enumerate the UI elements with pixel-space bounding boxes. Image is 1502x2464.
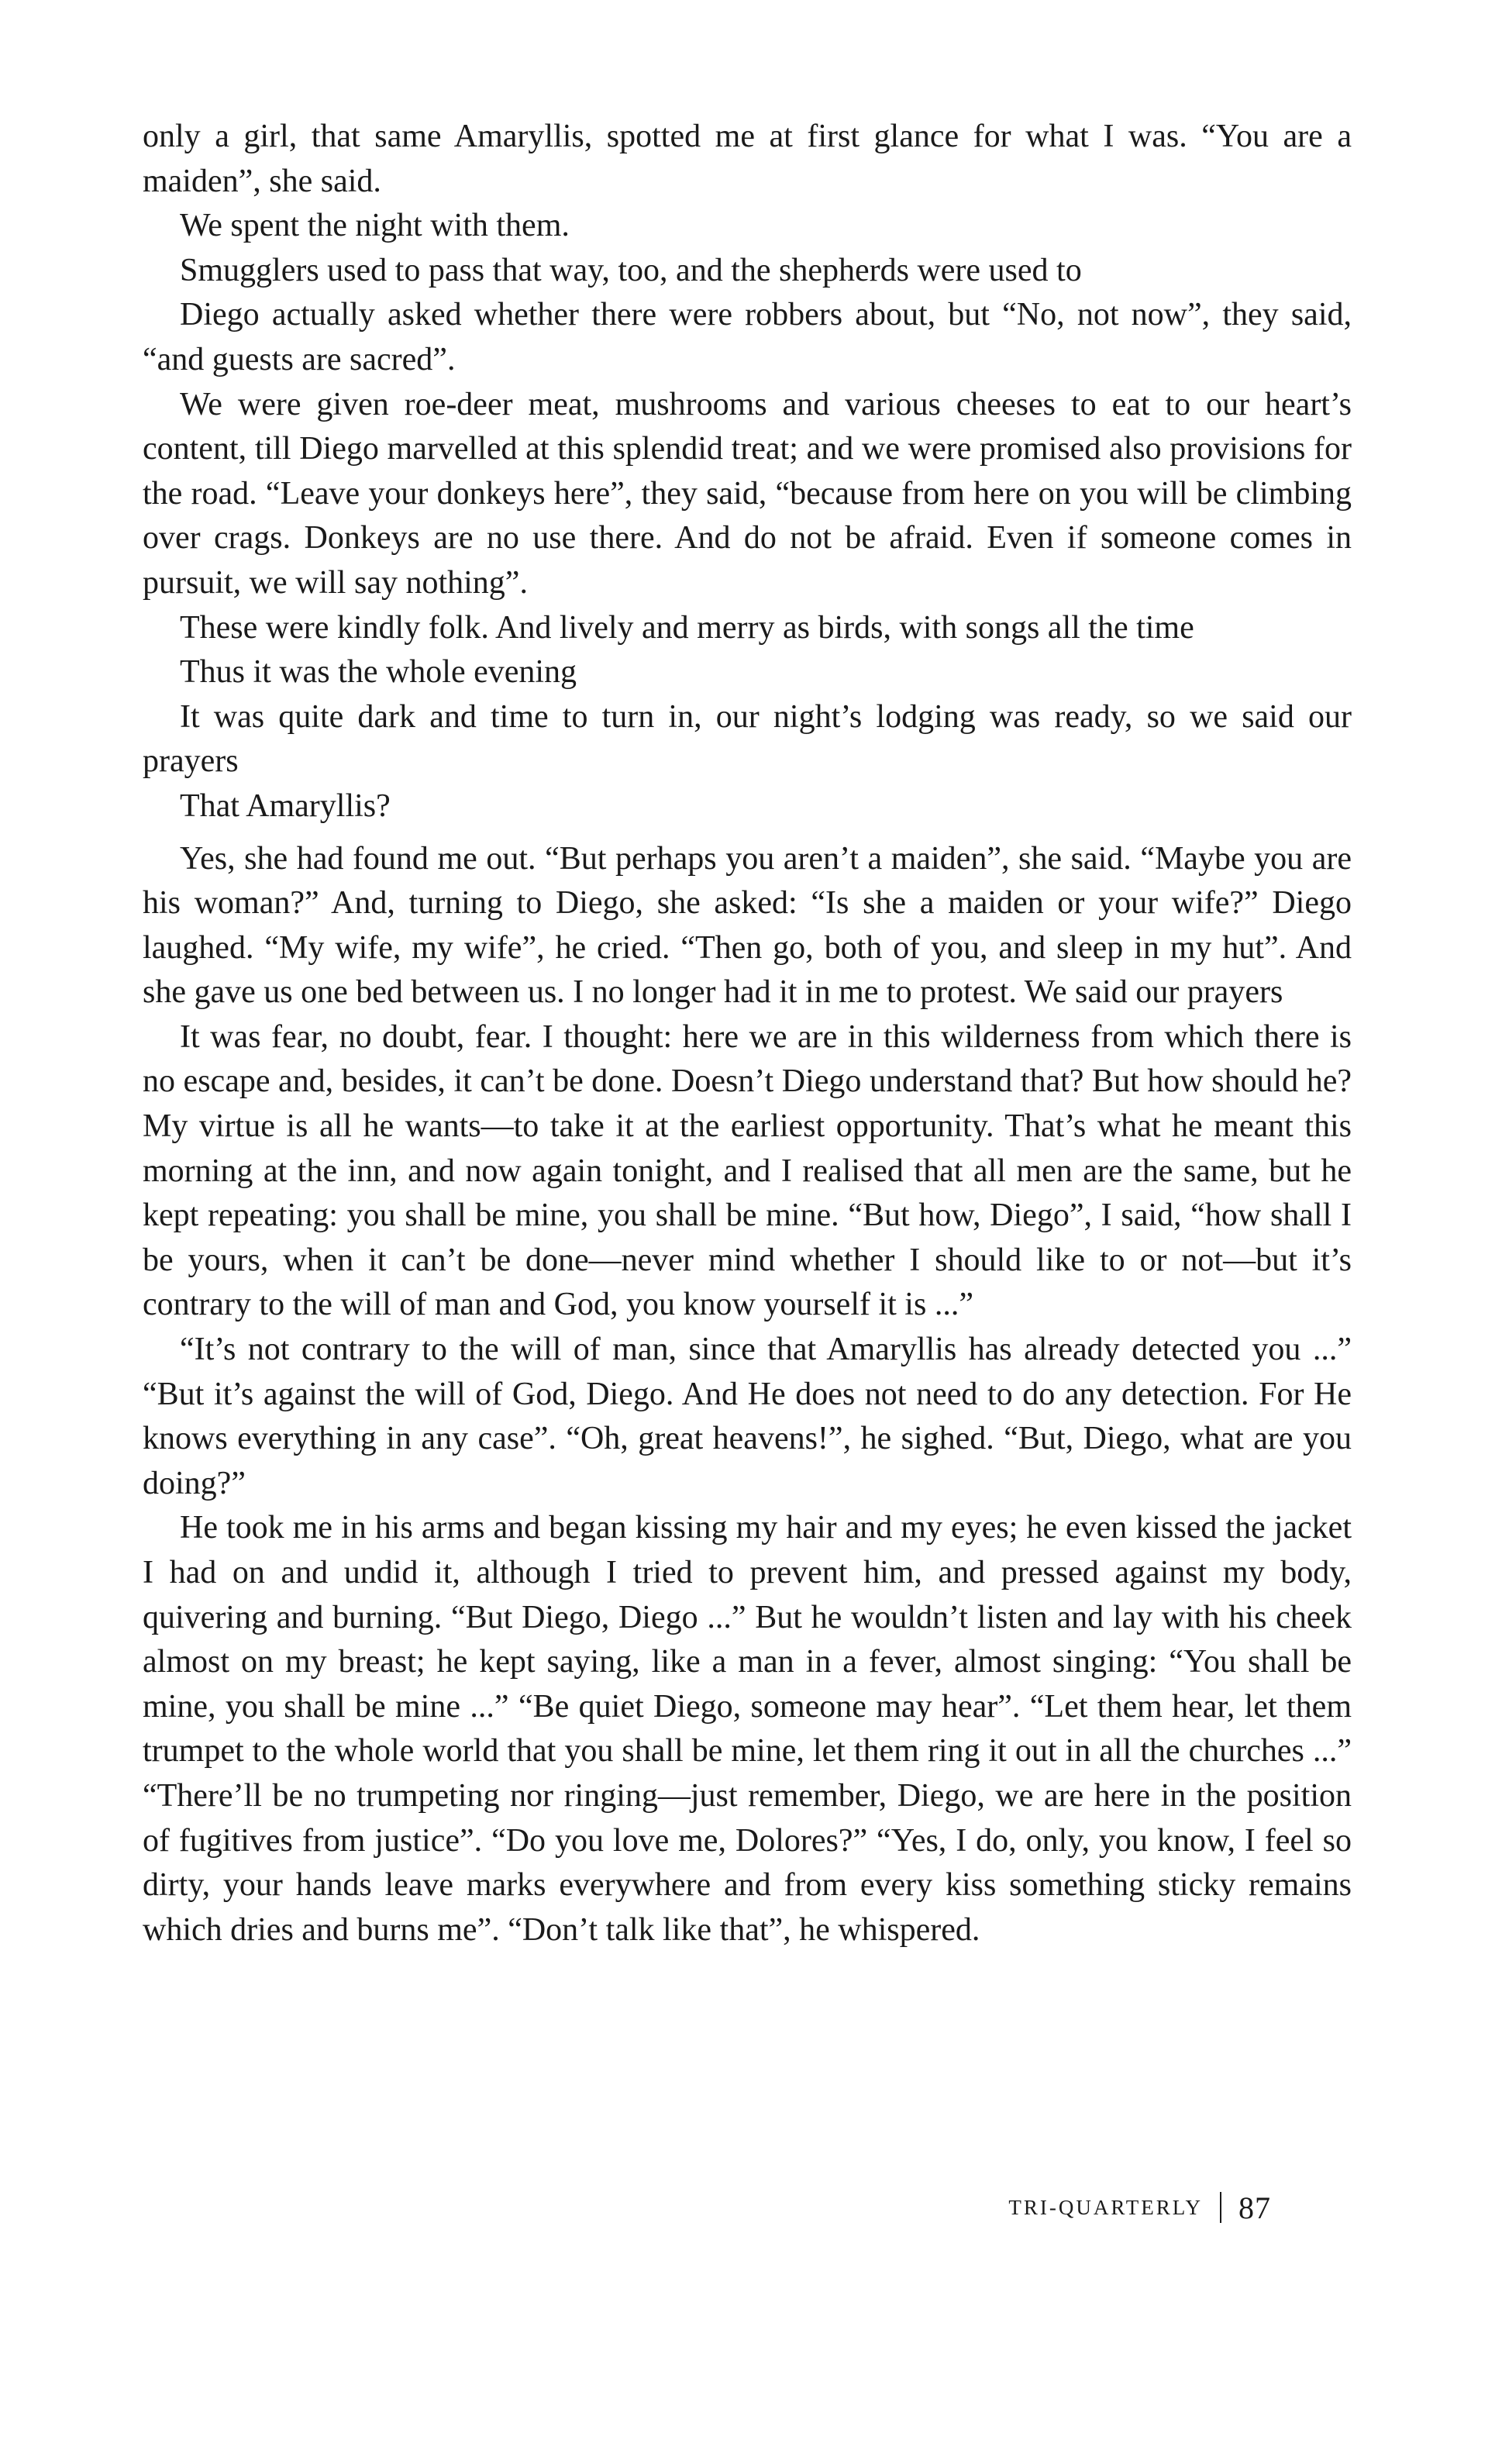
paragraph-5: We were given roe-deer meat, mushrooms and various cheeses to eat to our heart’s content, till Diego marvelled at this splendid treat; and we were promised also provisions for the road. “Leave your donkeys here”, they said, “because from here on you will be climbing over crags. Donkeys are no use there. And do not be afraid. Even if someone comes in pursuit, we will say nothing”. [143,386,1352,601]
paragraph-8: It was quite dark and time to turn in, our night’s lodging was ready, so we said our prayers [143,698,1352,780]
footer-divider [1220,2192,1221,2223]
paragraph-4: Diego actually asked whether there were robbers about, but “No, not now”, they said, “and guests are sacred”. [143,297,1352,377]
paragraph-10: Yes, she had found me out. “But perhaps you aren’t a maiden”, she said. “Maybe you are his woman?” And, turning to Diego, she asked: “Is she a maiden or your wife?” Diego laughed. “My wife, my wife”, he cried. “Then go, both of you, and sleep in my hut”. And she gave us one bed between us. I no longer had it in me to protest. We said our prayers [143,840,1352,1011]
page-number: 87 [1238,2190,1271,2225]
journal-name: TRI-QUARTERLY [1008,2195,1203,2219]
paragraph-2: We spent the night with them. [180,208,570,244]
paragraph-6: These were kindly folk. And lively and merry as birds, with songs all the time [180,609,1194,646]
paragraph-7: Thus it was the whole evening [180,654,577,691]
paragraph-12: “It’s not contrary to the will of man, since that Amaryllis has already detected you ...” “But it’s against the will of God, Diego. And He does not need to do any detection. For He knows everything in any case”. “Oh, great heavens!”, he sighed. “But, Diego, what are you doing?” [143,1332,1352,1501]
paragraph-1: only a girl, that same Amaryllis, spotted me at first glance for what I was. “You are a maiden”, she said. [143,119,1352,199]
paragraph-11: It was fear, no doubt, fear. I thought: here we are in this wilderness from which there is no escape and, besides, it can’t be done. Doesn’t Diego understand that? But how should he? My virtue is all he wants—to take it at the earliest opportunity. That’s what he meant this morning at the inn, and now again tonight, and I realised that all men are the same, but he kept repeating: you shall be mine, you shall be mine. “But how, Diego”, I said, “how shall I be yours, when it can’t be done—never mind whether I should like to or not—but it’s contrary to the will of man and God, you know yourself it is ...” [143,1018,1352,1323]
paragraph-9: That Amaryllis? [180,787,391,824]
page-footer [930,2184,1271,2231]
paragraph-3: Smugglers used to pass that way, too, and the shepherds were used to [180,252,1082,288]
body-text [143,115,1352,1952]
paragraph-13: He took me in his arms and began kissing my hair and my eyes; he even kissed the jacket I had on and undid it, although I tried to prevent him, and pressed against my body, quivering and burning. “But Diego, Diego ...” But he wouldn’t listen and lay with his cheek almost on my breast; he kept saying, like a man in a fever, almost singing: “You shall be mine, you shall be mine ...” “Be quiet Diego, someone may hear”. “Let them hear, let them trumpet to the whole world that you shall be mine, let them ring it out in all the churches ...” “There’ll be no trumpeting nor ringing—just remember, Diego, we are here in the position of fugitives from justice”. “Do you love me, Dolores?” “Yes, I do, only, you know, I feel so dirty, your hands leave marks everywhere and from every kiss something sticky remains which dries and burns me”. “Don’t talk like that”, he whispered. [143,1510,1352,1948]
